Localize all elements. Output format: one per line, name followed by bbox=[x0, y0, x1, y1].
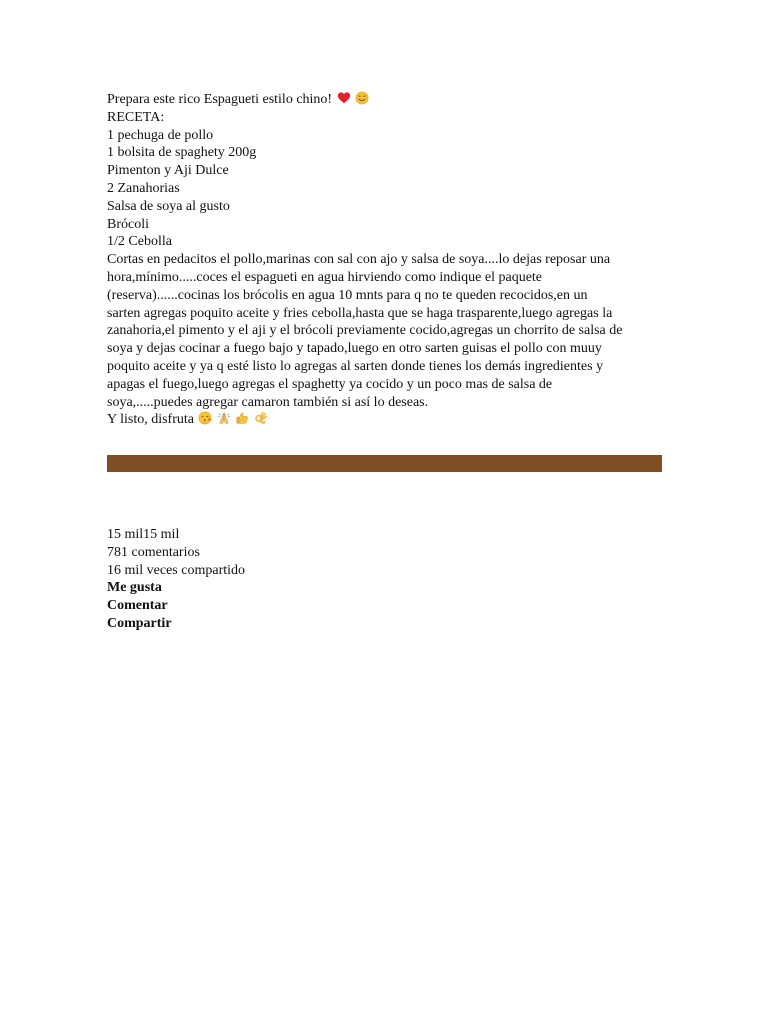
instructions-line: soya,.....puedes agregar camaron también si así lo deseas. bbox=[107, 394, 429, 410]
post-intro-text: Prepara este rico Espagueti estilo chino! bbox=[107, 92, 333, 107]
ingredient-item: 1/2 Cebolla bbox=[107, 234, 172, 250]
ok-hand-emoji-icon bbox=[254, 411, 268, 425]
shares-count[interactable]: 16 mil veces compartido bbox=[107, 562, 246, 578]
share-button[interactable]: Compartir bbox=[107, 615, 172, 631]
ingredient-item: Brócoli bbox=[107, 216, 149, 232]
ingredient-item: Pimenton y Aji Dulce bbox=[107, 163, 229, 179]
instructions-line: soya y dejas cocinar a fuego bajo y tapado,luego en otro sarten guisas el pollo con muuy bbox=[107, 341, 602, 357]
ingredient-item: 2 Zanahorias bbox=[107, 180, 180, 196]
instructions-line: zanahoria,el pimento y el aji y el brócoli previamente cocido,agregas un chorrito de salsa de bbox=[107, 323, 623, 339]
ingredient-item: 1 pechuga de pollo bbox=[107, 127, 214, 143]
smile-emoji-icon bbox=[355, 91, 369, 105]
post-intro-line bbox=[107, 91, 667, 109]
kiss-emoji-icon bbox=[198, 411, 212, 425]
pray-emoji-icon bbox=[217, 411, 231, 425]
instructions-line: (reserva)......cocinas los brócolis en agua 10 mnts para q no te queden recocidos,en un bbox=[107, 287, 588, 303]
instructions-paragraph bbox=[107, 251, 667, 411]
section-divider-bar bbox=[107, 455, 662, 472]
instructions-line: Cortas en pedacitos el pollo,marinas con sal con ajo y salsa de soya....lo dejas reposar una bbox=[107, 252, 611, 268]
comment-button[interactable]: Comentar bbox=[107, 598, 168, 614]
like-button[interactable]: Me gusta bbox=[107, 580, 162, 596]
closing-text: Y listo, disfruta bbox=[107, 412, 194, 428]
post-body bbox=[107, 91, 667, 429]
closing-line bbox=[107, 411, 667, 429]
recipe-header: RECETA: bbox=[107, 109, 165, 125]
thumbs-up-emoji-icon bbox=[235, 411, 249, 425]
instructions-line: poquito aceite y ya q esté listo lo agregas al sarten donde tienes los demás ingredientes y bbox=[107, 358, 604, 374]
ingredient-item: 1 bolsita de spaghety 200g bbox=[107, 145, 257, 161]
likes-count[interactable]: 15 mil15 mil bbox=[107, 527, 180, 542]
comments-count[interactable]: 781 comentarios bbox=[107, 544, 200, 560]
instructions-line: hora,mínimo.....coces el espagueti en agua hirviendo como indique el paquete bbox=[107, 269, 543, 285]
instructions-line: sarten agregas poquito aceite y fries cebolla,hasta que se haga trasparente,luego agregas la bbox=[107, 305, 613, 321]
heart-emoji-icon bbox=[337, 91, 351, 105]
ingredient-item: Salsa de soya al gusto bbox=[107, 198, 230, 214]
instructions-line: apagas el fuego,luego agregas el spaghetty ya cocido y un poco mas de salsa de bbox=[107, 376, 553, 392]
post-stats bbox=[107, 526, 245, 633]
